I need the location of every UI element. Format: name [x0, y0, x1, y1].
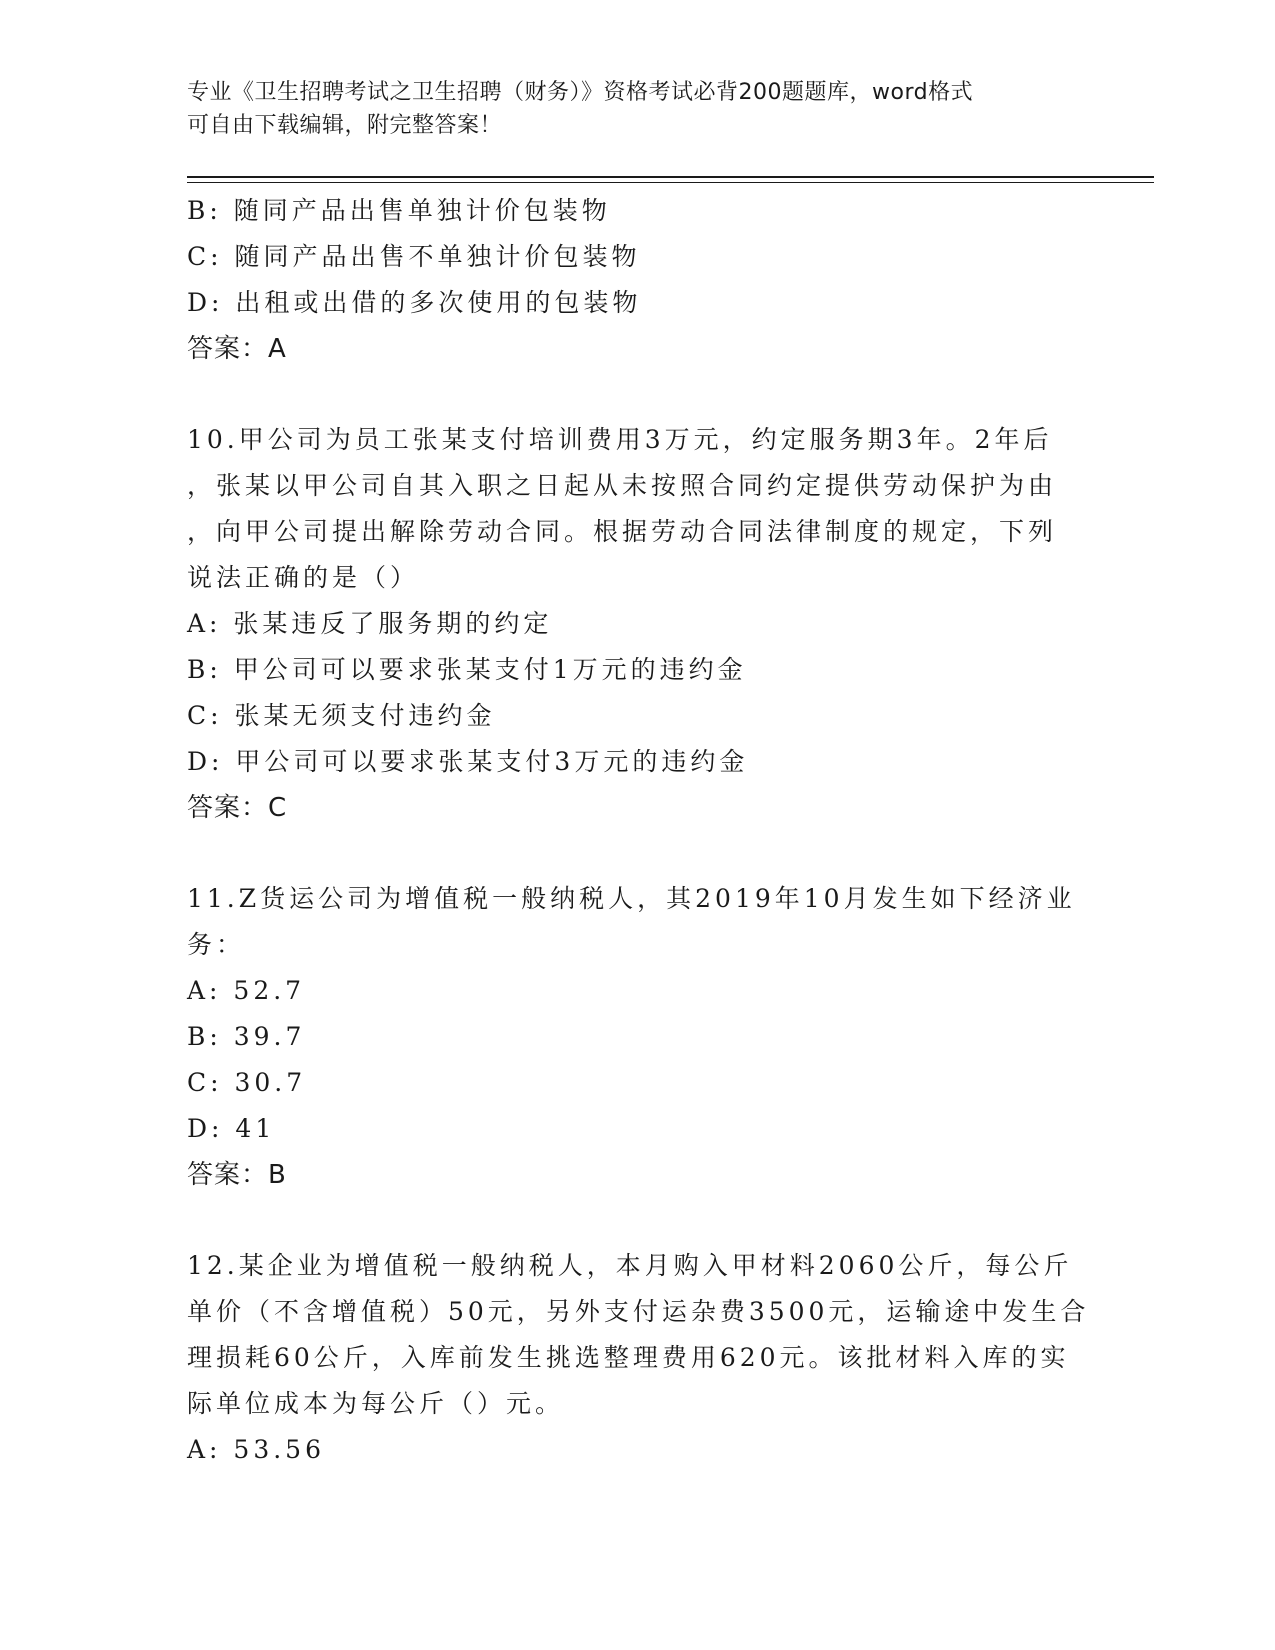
answer-line: 答案：B — [187, 1160, 287, 1190]
question-spacer — [187, 372, 1087, 417]
option-a: A: 53.56 — [187, 1435, 325, 1464]
question-stem-line: 单价（不含增值税）50元，另外支付运杂费3500元，运输途中发生合 — [187, 1297, 1090, 1326]
question-stem-line: 说法正确的是（） — [187, 563, 420, 592]
question-stem-line: 10.甲公司为员工张某支付培训费用3万元，约定服务期3年。2年后 — [187, 425, 1053, 454]
answer-line: 答案：A — [187, 334, 287, 364]
option-c: C: 随同产品出售不单独计价包装物 — [187, 242, 641, 271]
header-title-line-1: 专业《卫生招聘考试之卫生招聘（财务）》资格考试必背200题题库，word格式 — [187, 80, 974, 105]
question-12 — [187, 1243, 1090, 1473]
question-stem-line: 12.某企业为增值税一般纳税人，本月购入甲材料2060公斤，每公斤 — [187, 1251, 1073, 1280]
question-stem-line: 际单位成本为每公斤（）元。 — [187, 1389, 565, 1418]
answer-line: 答案：C — [187, 793, 288, 823]
question-stem-line: 理损耗60公斤，入库前发生挑选整理费用620元。该批材料入库的实 — [187, 1343, 1070, 1372]
option-a: A: 52.7 — [187, 976, 306, 1005]
header-divider-thick — [187, 176, 1154, 178]
question-stem-line: 务： — [187, 930, 246, 959]
option-d: D: 41 — [187, 1114, 276, 1143]
question-spacer — [187, 831, 1087, 876]
question-spacer — [187, 1198, 1087, 1243]
option-a: A: 张某违反了服务期的约定 — [187, 609, 553, 638]
question-stem-line: ，向甲公司提出解除劳动合同。根据劳动合同法律制度的规定，下列 — [187, 517, 1058, 546]
question-stem-line: ，张某以甲公司自其入职之日起从未按照合同约定提供劳动保护为由 — [187, 471, 1058, 500]
question-11 — [187, 876, 1087, 1198]
question-10 — [187, 417, 1087, 831]
question-list — [187, 188, 1090, 1473]
header-divider-thin — [187, 182, 1154, 183]
option-c: C: 30.7 — [187, 1068, 307, 1097]
option-d: D: 甲公司可以要求张某支付3万元的违约金 — [187, 747, 749, 776]
question-stem-line: 11.Z货运公司为增值税一般纳税人，其2019年10月发生如下经济业 — [187, 884, 1076, 913]
option-b: B: 随同产品出售单独计价包装物 — [187, 196, 611, 225]
option-b: B: 甲公司可以要求张某支付1万元的违约金 — [187, 655, 747, 684]
option-b: B: 39.7 — [187, 1022, 306, 1051]
header-title-line-2: 可自由下载编辑，附完整答案！ — [187, 113, 503, 138]
option-d: D: 出租或出借的多次使用的包装物 — [187, 288, 642, 317]
question-9-tail — [187, 188, 1087, 372]
option-c: C: 张某无须支付违约金 — [187, 701, 496, 730]
document-header — [187, 76, 1087, 142]
